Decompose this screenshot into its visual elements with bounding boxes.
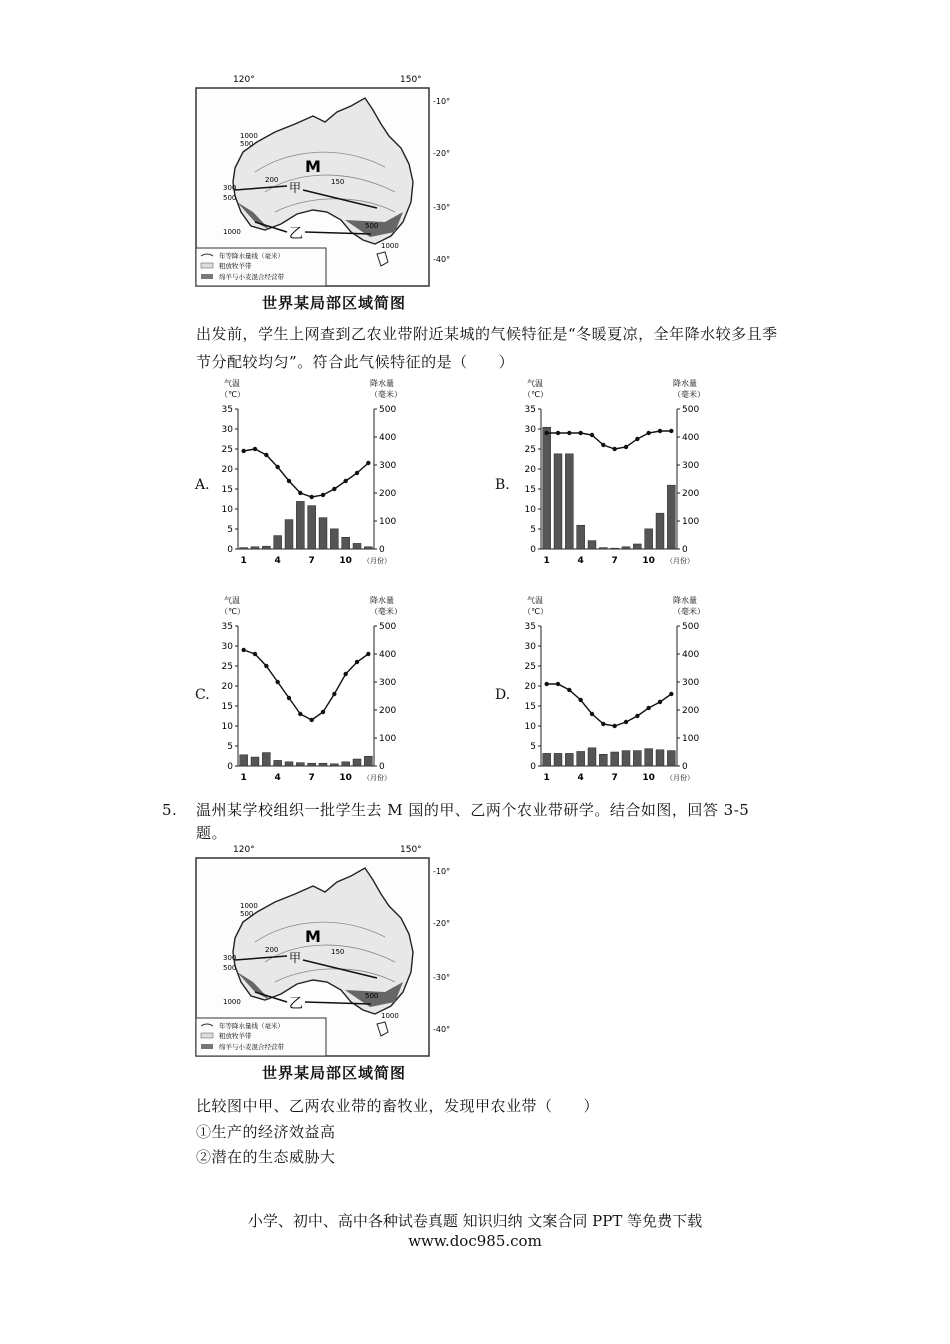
temperature-point (264, 453, 268, 457)
month-tick-label: 10 (642, 556, 655, 566)
svg-text:500: 500 (240, 910, 254, 918)
climate-chart-c (210, 594, 415, 794)
q5-item-1: ①生产的经济效益高 (196, 1123, 336, 1141)
temp-tick-label: 20 (221, 465, 233, 475)
label-yi: 乙 (289, 226, 303, 242)
option-d-label: D. (495, 687, 511, 703)
precip-tick-label: 200 (379, 706, 397, 716)
svg-text:500: 500 (240, 140, 254, 148)
temperature-point (298, 712, 302, 716)
map-caption-1: 世界某局部区域简图 (262, 294, 407, 312)
temp-tick-label: 15 (524, 702, 536, 712)
temperature-point (635, 437, 639, 441)
precip-tick-label: 400 (379, 433, 397, 443)
temp-tick-label: 30 (221, 425, 233, 435)
month-tick-label: 1 (240, 556, 247, 566)
temperature-point (298, 491, 302, 495)
month-tick-label: 10 (339, 556, 352, 566)
temp-tick-label: 10 (524, 722, 536, 732)
temperature-point (658, 429, 662, 433)
temp-tick-label: 15 (221, 702, 233, 712)
svg-text:150: 150 (331, 178, 345, 186)
precip-bar (554, 454, 562, 549)
precip-bar (240, 755, 248, 766)
temp-tick-label: 30 (524, 425, 536, 435)
svg-text:200: 200 (265, 946, 279, 954)
option-a-label: A. (195, 477, 210, 493)
temp-axis-title: 气温 (527, 596, 543, 605)
temperature-point (544, 682, 548, 686)
temp-tick-label: 25 (221, 445, 233, 455)
temperature-point (567, 431, 571, 435)
temperature-point (241, 648, 245, 652)
precip-bar (611, 548, 619, 549)
temp-tick-label: 25 (524, 445, 536, 455)
svg-text:粗放牧羊带: 粗放牧羊带 (219, 262, 252, 270)
precip-bar (308, 506, 316, 549)
temperature-line (244, 449, 369, 497)
map-figure (195, 842, 463, 1092)
month-unit-label: （月份） (363, 557, 391, 565)
temp-tick-label: 0 (227, 762, 233, 772)
precip-bar (622, 547, 630, 549)
precip-bar (565, 753, 573, 766)
precip-bar (319, 763, 327, 766)
temp-tick-label: 10 (221, 505, 233, 515)
precip-bar (251, 757, 259, 766)
precip-bar (274, 760, 282, 766)
svg-text:300: 300 (223, 184, 237, 192)
precip-bar (308, 763, 316, 766)
precip-bar (622, 751, 630, 766)
precip-bar (633, 751, 641, 766)
temp-tick-label: 35 (221, 622, 233, 632)
precip-bar (588, 748, 596, 766)
precip-tick-label: 0 (379, 762, 385, 772)
precip-tick-label: 400 (379, 650, 397, 660)
option-b-label: B. (495, 477, 510, 493)
precip-tick-label: 0 (682, 762, 688, 772)
month-tick-label: 7 (611, 556, 618, 566)
precip-bar (645, 529, 653, 549)
month-tick-label: 4 (577, 773, 584, 783)
precip-tick-label: 400 (682, 650, 700, 660)
label-M: M (305, 157, 321, 176)
svg-text:-30°: -30° (433, 973, 451, 982)
month-tick-label: 1 (543, 556, 550, 566)
temperature-point (612, 724, 616, 728)
temp-tick-label: 15 (524, 485, 536, 495)
precip-bar (274, 536, 282, 549)
svg-text:-20°: -20° (433, 919, 451, 928)
precip-bar (251, 547, 259, 549)
temperature-point (343, 672, 347, 676)
precip-bar (262, 753, 270, 766)
option-c-label: C. (195, 687, 210, 703)
temp-tick-label: 15 (221, 485, 233, 495)
svg-text:-40°: -40° (433, 1025, 451, 1034)
precip-axis-title: 降水量 (370, 596, 394, 605)
question-intro: 出发前，学生上网查到乙农业带附近某城的气候特征是“冬暖夏凉，全年降水较多且季节分配较均匀”。符合此气候特征的是（ ） (196, 325, 778, 371)
precip-tick-label: 400 (682, 433, 700, 443)
precip-bar (364, 547, 372, 549)
month-tick-label: 4 (274, 773, 281, 783)
climate-chart-b (513, 377, 718, 577)
temp-axis-unit: （℃） (220, 607, 245, 616)
precip-bar (565, 454, 573, 549)
precip-bar (285, 762, 293, 766)
precip-bar (296, 501, 304, 549)
temperature-point (332, 487, 336, 491)
temperature-point (321, 710, 325, 714)
map-figure (195, 72, 463, 322)
temp-tick-label: 0 (227, 545, 233, 555)
month-tick-label: 10 (339, 773, 352, 783)
temperature-point (624, 720, 628, 724)
temperature-point (567, 688, 571, 692)
label-jia: 甲 (289, 951, 302, 965)
label-M: M (305, 927, 321, 946)
temp-tick-label: 5 (530, 742, 536, 752)
temp-tick-label: 10 (524, 505, 536, 515)
precip-tick-label: 100 (682, 517, 700, 527)
svg-text:-20°: -20° (433, 149, 451, 158)
temperature-point (544, 431, 548, 435)
temperature-point (264, 664, 268, 668)
precip-bar (353, 543, 361, 549)
temperature-point (253, 447, 257, 451)
temp-tick-label: 35 (524, 622, 536, 632)
svg-text:年等降水量线（毫米）: 年等降水量线（毫米） (219, 1022, 284, 1030)
precip-bar (599, 548, 607, 549)
month-tick-label: 1 (240, 773, 247, 783)
temp-axis-unit: （℃） (523, 607, 548, 616)
temperature-point (366, 652, 370, 656)
temp-axis-unit: （℃） (523, 390, 548, 399)
precip-bar (319, 518, 327, 549)
precip-bar (330, 529, 338, 549)
precip-tick-label: 500 (682, 405, 700, 415)
temperature-point (635, 714, 639, 718)
svg-text:1000: 1000 (381, 242, 399, 250)
temperature-point (601, 443, 605, 447)
temperature-point (624, 445, 628, 449)
precip-tick-label: 300 (379, 678, 397, 688)
svg-text:500: 500 (365, 222, 379, 230)
precip-axis-title: 降水量 (673, 379, 697, 388)
precip-tick-label: 300 (682, 461, 700, 471)
temp-tick-label: 20 (524, 465, 536, 475)
temp-tick-label: 35 (221, 405, 233, 415)
temp-axis-title: 气温 (224, 596, 240, 605)
temp-axis-title: 气温 (224, 379, 240, 388)
svg-text:-10°: -10° (433, 867, 451, 876)
svg-text:300: 300 (223, 954, 237, 962)
temperature-point (343, 479, 347, 483)
precip-bar (667, 485, 675, 549)
month-tick-label: 4 (274, 556, 281, 566)
temp-tick-label: 0 (530, 545, 536, 555)
temperature-point (366, 461, 370, 465)
temperature-point (669, 692, 673, 696)
temp-tick-label: 25 (221, 662, 233, 672)
precip-axis-title: 降水量 (673, 596, 697, 605)
temperature-point (309, 718, 313, 722)
temperature-point (275, 465, 279, 469)
precip-bar (364, 756, 372, 766)
temperature-point (646, 431, 650, 435)
temperature-point (332, 692, 336, 696)
footer-line-2: www.doc985.com (408, 1232, 542, 1250)
precip-bar (645, 749, 653, 766)
svg-text:绵羊与小麦混合经营带: 绵羊与小麦混合经营带 (219, 273, 284, 281)
svg-text:150°: 150° (400, 845, 422, 855)
q5-number: 5. (162, 801, 178, 819)
temp-tick-label: 5 (227, 742, 233, 752)
temperature-point (287, 479, 291, 483)
precip-bar (577, 751, 585, 766)
precip-bar (577, 525, 585, 549)
precip-bar (240, 548, 248, 549)
precip-tick-label: 200 (682, 489, 700, 499)
month-tick-label: 10 (642, 773, 655, 783)
temp-tick-label: 30 (524, 642, 536, 652)
precip-bar (656, 513, 664, 549)
svg-text:-40°: -40° (433, 255, 451, 264)
svg-text:1000: 1000 (223, 998, 241, 1006)
precip-bar (554, 753, 562, 766)
precip-bar (543, 427, 551, 549)
temperature-point (646, 706, 650, 710)
precip-bar (599, 754, 607, 766)
precip-tick-label: 0 (379, 545, 385, 555)
precip-tick-label: 200 (379, 489, 397, 499)
month-unit-label: （月份） (666, 774, 694, 782)
temperature-line (244, 650, 369, 720)
precip-bar (633, 544, 641, 549)
precip-tick-label: 500 (379, 405, 397, 415)
footer-line-1: 小学、初中、高中各种试卷真题 知识归纳 文案合同 PPT 等免费下载 (247, 1212, 703, 1230)
temp-axis-title: 气温 (527, 379, 543, 388)
month-tick-label: 7 (308, 773, 315, 783)
precip-tick-label: 300 (682, 678, 700, 688)
temperature-point (253, 652, 257, 656)
label-jia: 甲 (289, 181, 302, 195)
q5-text-line2: 题。 (196, 824, 228, 842)
precip-axis-unit: （毫米） (673, 607, 705, 616)
climate-chart-a (210, 377, 415, 577)
svg-text:120°: 120° (233, 845, 255, 855)
temperature-point (241, 449, 245, 453)
svg-text:500: 500 (223, 194, 237, 202)
precip-tick-label: 100 (682, 734, 700, 744)
svg-text:200: 200 (265, 176, 279, 184)
month-unit-label: （月份） (363, 774, 391, 782)
climate-chart-d (513, 594, 718, 794)
temp-tick-label: 20 (221, 682, 233, 692)
svg-text:-10°: -10° (433, 97, 451, 106)
temperature-line (547, 431, 672, 449)
month-unit-label: （月份） (666, 557, 694, 565)
temperature-point (612, 447, 616, 451)
svg-text:绵羊与小麦混合经营带: 绵羊与小麦混合经营带 (219, 1043, 284, 1051)
precip-axis-unit: （毫米） (673, 390, 705, 399)
svg-text:-30°: -30° (433, 203, 451, 212)
precip-bar (342, 537, 350, 549)
precip-bar (656, 750, 664, 766)
svg-text:粗放牧羊带: 粗放牧羊带 (219, 1032, 252, 1040)
precip-bar (611, 752, 619, 766)
q5-text-line1: 温州某学校组织一批学生去 M 国的甲、乙两个农业带研学。结合如图，回答 3-5 (196, 801, 750, 819)
region-map-2 (195, 842, 463, 1092)
precip-tick-label: 500 (682, 622, 700, 632)
month-tick-label: 7 (611, 773, 618, 783)
temperature-point (601, 722, 605, 726)
svg-text:1000: 1000 (223, 228, 241, 236)
region-map-1 (195, 72, 463, 322)
precip-bar (285, 520, 293, 549)
label-yi: 乙 (289, 996, 303, 1012)
precip-bar (543, 753, 551, 766)
precip-tick-label: 100 (379, 517, 397, 527)
lon-label-150: 150° (400, 75, 422, 85)
temperature-point (355, 660, 359, 664)
map-caption-2: 世界某局部区域简图 (262, 1064, 407, 1082)
precip-axis-unit: （毫米） (370, 390, 402, 399)
svg-text:1000: 1000 (381, 1012, 399, 1020)
temperature-point (556, 682, 560, 686)
precip-tick-label: 300 (379, 461, 397, 471)
temperature-point (590, 433, 594, 437)
temp-tick-label: 35 (524, 405, 536, 415)
map-legend (196, 248, 326, 286)
temperature-point (578, 698, 582, 702)
svg-text:年等降水量线（毫米）: 年等降水量线（毫米） (219, 252, 284, 260)
temp-tick-label: 5 (530, 525, 536, 535)
temp-tick-label: 30 (221, 642, 233, 652)
precip-bar (342, 762, 350, 766)
temperature-point (578, 431, 582, 435)
precip-bar (296, 763, 304, 766)
month-tick-label: 1 (543, 773, 550, 783)
temperature-point (556, 431, 560, 435)
temp-tick-label: 0 (530, 762, 536, 772)
temperature-line (547, 684, 672, 726)
svg-text:500: 500 (365, 992, 379, 1000)
precip-bar (330, 764, 338, 766)
q5-stem: 比较图中甲、乙两农业带的畜牧业，发现甲农业带（ ） (196, 1097, 600, 1115)
precip-tick-label: 200 (682, 706, 700, 716)
month-tick-label: 7 (308, 556, 315, 566)
temperature-point (355, 471, 359, 475)
precip-bar (667, 751, 675, 766)
svg-text:150: 150 (331, 948, 345, 956)
temperature-point (321, 493, 325, 497)
temp-tick-label: 20 (524, 682, 536, 692)
temperature-point (309, 495, 313, 499)
q5-item-2: ②潜在的生态威胁大 (196, 1148, 336, 1166)
map-legend (196, 1018, 326, 1056)
precip-bar (588, 541, 596, 549)
precip-tick-label: 100 (379, 734, 397, 744)
temperature-point (287, 696, 291, 700)
temp-tick-label: 25 (524, 662, 536, 672)
precip-axis-title: 降水量 (370, 379, 394, 388)
precip-bar (262, 546, 270, 549)
svg-text:1000: 1000 (240, 902, 258, 910)
svg-text:500: 500 (223, 964, 237, 972)
temperature-point (275, 680, 279, 684)
temp-tick-label: 10 (221, 722, 233, 732)
svg-text:1000: 1000 (240, 132, 258, 140)
lon-label-120: 120° (233, 75, 255, 85)
temperature-point (658, 700, 662, 704)
precip-bar (353, 759, 361, 766)
precip-tick-label: 0 (682, 545, 688, 555)
precip-axis-unit: （毫米） (370, 607, 402, 616)
temp-axis-unit: （℃） (220, 390, 245, 399)
temperature-point (590, 712, 594, 716)
temperature-point (669, 429, 673, 433)
temp-tick-label: 5 (227, 525, 233, 535)
precip-tick-label: 500 (379, 622, 397, 632)
month-tick-label: 4 (577, 556, 584, 566)
